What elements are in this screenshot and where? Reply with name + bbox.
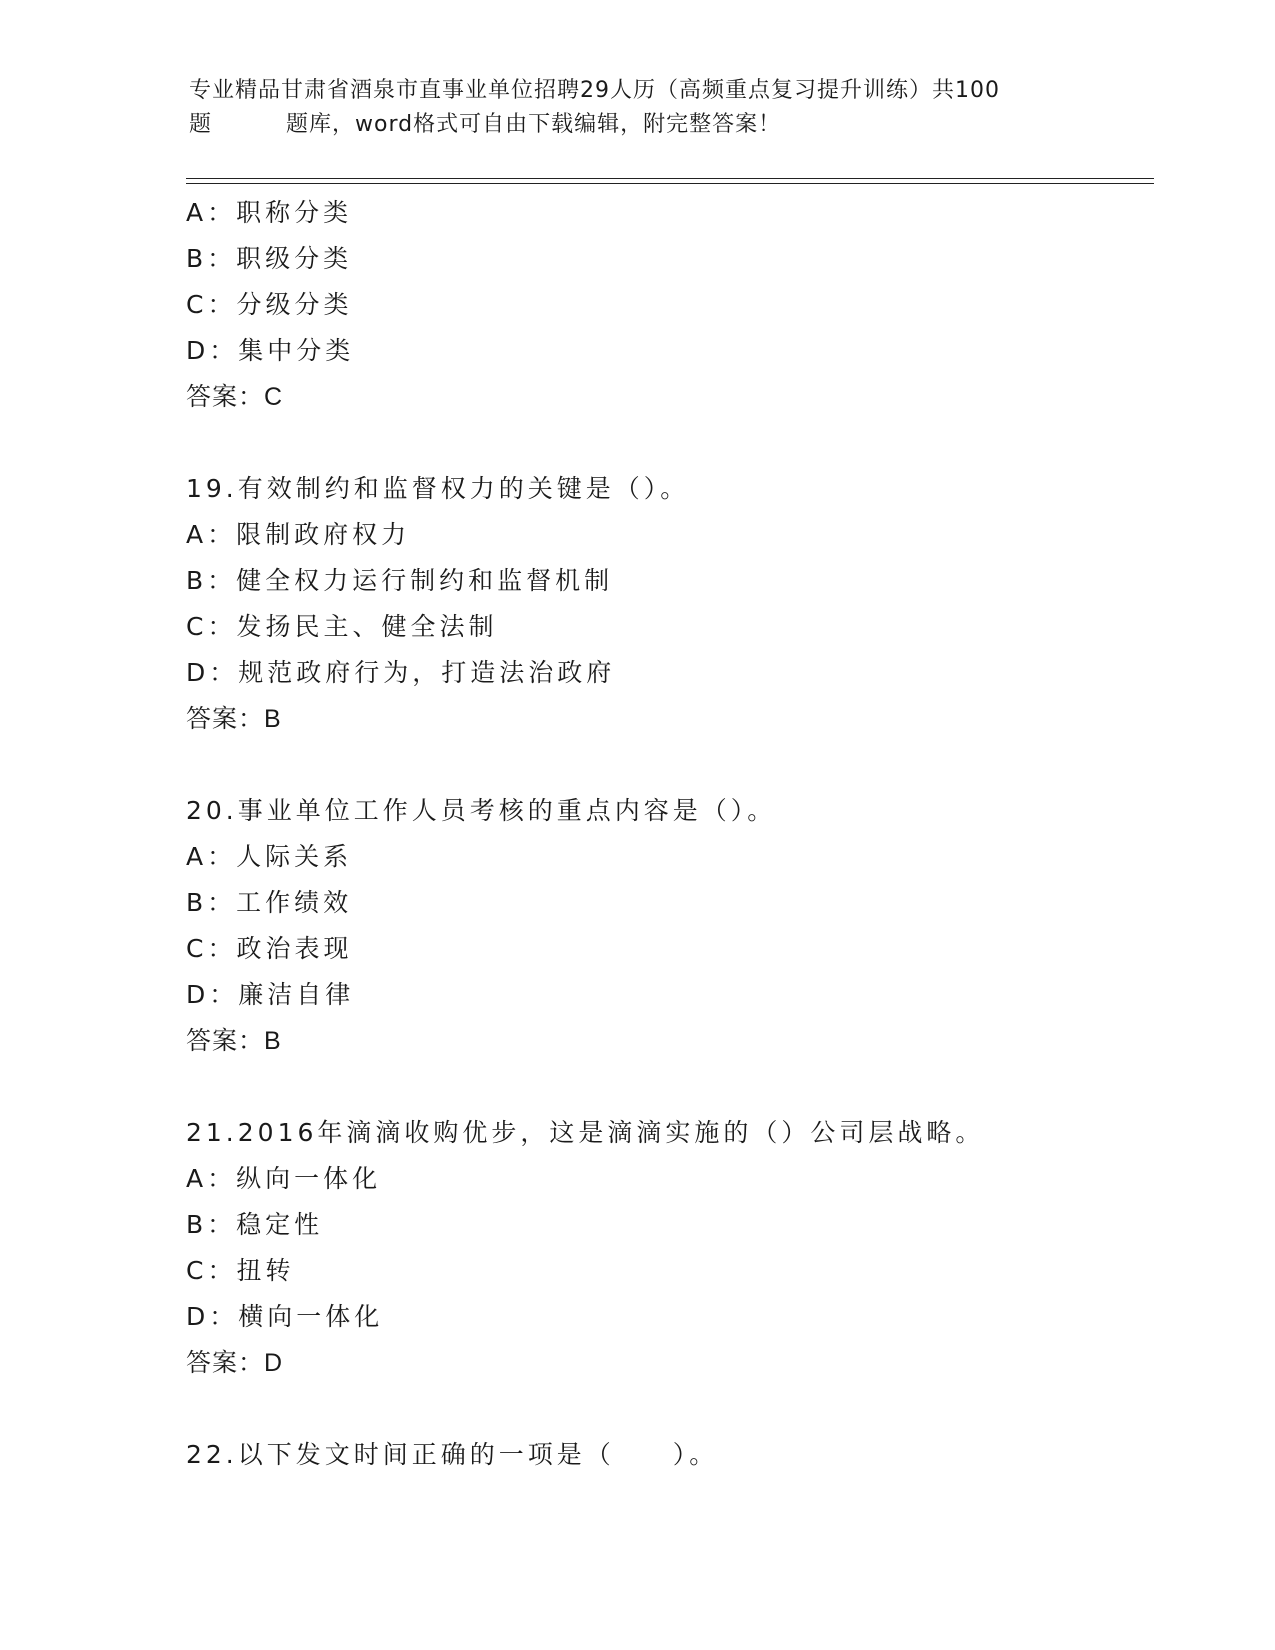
question-block-22: [186, 1432, 1146, 1478]
question-block-18: [186, 190, 1146, 420]
option-c: C：扭转: [186, 1256, 295, 1285]
option-d: D：廉洁自律: [186, 980, 355, 1009]
option-c: C：分级分类: [186, 290, 353, 319]
question-text: 21.2016年滴滴收购优步，这是滴滴实施的（）公司层战略。: [186, 1118, 985, 1147]
answer: 答案：C: [186, 383, 284, 411]
option-b: B：职级分类: [186, 244, 353, 273]
header-line-2-left: 题: [189, 112, 213, 137]
option-a: A：人际关系: [186, 842, 353, 871]
header-line-2-right: 题库，word格式可自由下载编辑，附完整答案！: [286, 112, 782, 137]
question-text: 19.有效制约和监督权力的关键是（）。: [186, 474, 690, 503]
option-d: D：规范政府行为，打造法治政府: [186, 658, 616, 687]
option-b: B：稳定性: [186, 1210, 324, 1239]
option-a: A：职称分类: [186, 198, 353, 227]
option-d: D：集中分类: [186, 336, 355, 365]
question-block-19: [186, 466, 1146, 742]
document-header: [189, 74, 1069, 142]
option-c: C：发扬民主、健全法制: [186, 612, 498, 641]
answer: 答案：B: [186, 705, 282, 733]
header-line-1: 专业精品甘肃省酒泉市直事业单位招聘29人历（高频重点复习提升训练）共100: [189, 78, 1000, 103]
option-a: A：纵向一体化: [186, 1164, 382, 1193]
question-block-20: [186, 788, 1146, 1064]
option-c: C：政治表现: [186, 934, 353, 963]
option-a: A：限制政府权力: [186, 520, 411, 549]
question-list: [186, 190, 1146, 1478]
header-divider-bottom: [186, 183, 1154, 184]
header-line-2: [189, 108, 1069, 142]
option-b: B：健全权力运行制约和监督机制: [186, 566, 614, 595]
answer: 答案：D: [186, 1349, 284, 1377]
option-d: D：横向一体化: [186, 1302, 384, 1331]
header-divider-top: [186, 178, 1154, 179]
option-b: B：工作绩效: [186, 888, 353, 917]
answer: 答案：B: [186, 1027, 282, 1055]
question-text: 22.以下发文时间正确的一项是（ ）。: [186, 1440, 719, 1469]
question-block-21: [186, 1110, 1146, 1386]
question-text: 20.事业单位工作人员考核的重点内容是（）。: [186, 796, 777, 825]
